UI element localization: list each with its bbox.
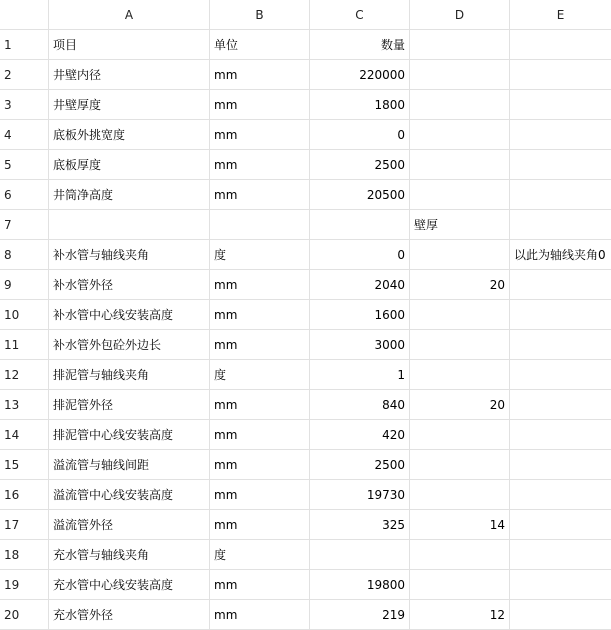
cell-e[interactable] <box>510 120 611 150</box>
cell-c[interactable] <box>310 210 410 240</box>
table-row <box>0 360 611 390</box>
cell-d[interactable]: 壁厚 <box>410 210 510 240</box>
table-row <box>0 180 611 210</box>
table-row <box>0 150 611 180</box>
cell-d[interactable] <box>410 60 510 90</box>
cell-a[interactable]: 排泥管中心线安装高度 <box>49 420 210 450</box>
cell-e[interactable] <box>510 330 611 360</box>
cell-e[interactable]: 以此为轴线夹角0 <box>510 240 611 270</box>
cell-c[interactable]: 1600 <box>310 300 410 330</box>
row-number[interactable]: 6 <box>0 180 49 210</box>
row-number[interactable]: 5 <box>0 150 49 180</box>
cell-a[interactable]: 溢流管与轴线间距 <box>49 450 210 480</box>
table-row <box>0 510 611 540</box>
table-row <box>0 30 611 60</box>
cell-b[interactable] <box>210 210 310 240</box>
cell-b[interactable]: mm <box>210 510 310 540</box>
cell-b[interactable]: mm <box>210 330 310 360</box>
cell-e[interactable] <box>510 510 611 540</box>
column-header-row <box>0 0 611 30</box>
row-number[interactable]: 20 <box>0 600 49 630</box>
cell-a[interactable]: 补水管与轴线夹角 <box>49 240 210 270</box>
column-header-a[interactable]: A <box>49 0 210 30</box>
cell-a[interactable]: 排泥管外径 <box>49 390 210 420</box>
cell-b[interactable]: 度 <box>210 540 310 570</box>
cell-a[interactable] <box>49 210 210 240</box>
cell-c[interactable]: 0 <box>310 120 410 150</box>
cell-d[interactable] <box>410 420 510 450</box>
cell-e[interactable] <box>510 420 611 450</box>
table-row <box>0 450 611 480</box>
row-number[interactable]: 13 <box>0 390 49 420</box>
column-header-b[interactable]: B <box>210 0 310 30</box>
row-number[interactable]: 3 <box>0 90 49 120</box>
row-number[interactable]: 12 <box>0 360 49 390</box>
cell-c[interactable]: 840 <box>310 390 410 420</box>
cell-b[interactable]: mm <box>210 420 310 450</box>
table-row <box>0 120 611 150</box>
cell-d[interactable] <box>410 360 510 390</box>
cell-c[interactable]: 420 <box>310 420 410 450</box>
cell-b[interactable]: mm <box>210 300 310 330</box>
cell-a[interactable]: 井壁厚度 <box>49 90 210 120</box>
cell-e[interactable] <box>510 600 611 630</box>
table-row <box>0 90 611 120</box>
table-row <box>0 300 611 330</box>
row-number[interactable]: 18 <box>0 540 49 570</box>
table-row <box>0 420 611 450</box>
cell-d[interactable] <box>410 180 510 210</box>
cell-c[interactable]: 0 <box>310 240 410 270</box>
row-number[interactable]: 8 <box>0 240 49 270</box>
cell-a[interactable]: 溢流管中心线安装高度 <box>49 480 210 510</box>
cell-d[interactable] <box>410 90 510 120</box>
table-row <box>0 480 611 510</box>
cell-c[interactable]: 1 <box>310 360 410 390</box>
cell-e[interactable] <box>510 540 611 570</box>
column-header-c[interactable]: C <box>310 0 410 30</box>
cell-c[interactable]: 2500 <box>310 150 410 180</box>
cell-d[interactable] <box>410 30 510 60</box>
table-row <box>0 210 611 240</box>
cell-c[interactable]: 3000 <box>310 330 410 360</box>
cell-d[interactable]: 20 <box>410 270 510 300</box>
row-number[interactable]: 16 <box>0 480 49 510</box>
cell-b[interactable]: 度 <box>210 360 310 390</box>
cell-c[interactable]: 219 <box>310 600 410 630</box>
cell-e[interactable] <box>510 360 611 390</box>
row-number[interactable]: 11 <box>0 330 49 360</box>
cell-e[interactable] <box>510 90 611 120</box>
cell-e[interactable] <box>510 450 611 480</box>
corner-cell[interactable] <box>0 0 49 30</box>
row-number[interactable]: 1 <box>0 30 49 60</box>
cell-d[interactable] <box>410 330 510 360</box>
cell-b[interactable]: mm <box>210 90 310 120</box>
row-number[interactable]: 9 <box>0 270 49 300</box>
cell-c[interactable]: 220000 <box>310 60 410 90</box>
cell-c[interactable]: 19800 <box>310 570 410 600</box>
cell-d[interactable]: 12 <box>410 600 510 630</box>
cell-d[interactable] <box>410 570 510 600</box>
cell-b[interactable]: mm <box>210 480 310 510</box>
cell-d[interactable]: 14 <box>410 510 510 540</box>
table-row <box>0 570 611 600</box>
cell-a[interactable]: 补水管中心线安装高度 <box>49 300 210 330</box>
cell-e[interactable] <box>510 150 611 180</box>
cell-e[interactable] <box>510 270 611 300</box>
row-number[interactable]: 2 <box>0 60 49 90</box>
cell-a[interactable]: 底板外挑宽度 <box>49 120 210 150</box>
cell-d[interactable] <box>410 150 510 180</box>
table-row <box>0 390 611 420</box>
cell-a[interactable]: 项目 <box>49 30 210 60</box>
cell-e[interactable] <box>510 30 611 60</box>
cell-b[interactable]: 度 <box>210 240 310 270</box>
cell-b[interactable]: mm <box>210 450 310 480</box>
table-row <box>0 270 611 300</box>
cell-b[interactable]: mm <box>210 390 310 420</box>
cell-b[interactable]: mm <box>210 120 310 150</box>
table-row <box>0 60 611 90</box>
cell-d[interactable] <box>410 300 510 330</box>
cell-a[interactable]: 井壁内径 <box>49 60 210 90</box>
row-number[interactable]: 15 <box>0 450 49 480</box>
row-number[interactable]: 7 <box>0 210 49 240</box>
cell-b[interactable]: 单位 <box>210 30 310 60</box>
cell-e[interactable] <box>510 300 611 330</box>
cell-b[interactable]: mm <box>210 150 310 180</box>
cell-c[interactable] <box>310 540 410 570</box>
column-header-d[interactable]: D <box>410 0 510 30</box>
cell-b[interactable]: mm <box>210 60 310 90</box>
cell-d[interactable]: 20 <box>410 390 510 420</box>
cell-c[interactable]: 1800 <box>310 90 410 120</box>
cell-e[interactable] <box>510 480 611 510</box>
cell-d[interactable] <box>410 480 510 510</box>
cell-a[interactable]: 井筒净高度 <box>49 180 210 210</box>
table-row <box>0 540 611 570</box>
row-number[interactable]: 17 <box>0 510 49 540</box>
cell-b[interactable]: mm <box>210 180 310 210</box>
cell-e[interactable] <box>510 390 611 420</box>
cell-a[interactable]: 充水管中心线安装高度 <box>49 570 210 600</box>
cell-a[interactable]: 补水管外包砼外边长 <box>49 330 210 360</box>
cell-c[interactable]: 2500 <box>310 450 410 480</box>
cell-c[interactable]: 数量 <box>310 30 410 60</box>
column-header-e[interactable]: E <box>510 0 611 30</box>
table-row <box>0 240 611 270</box>
cell-a[interactable]: 充水管与轴线夹角 <box>49 540 210 570</box>
row-number[interactable]: 19 <box>0 570 49 600</box>
cell-d[interactable] <box>410 240 510 270</box>
cell-c[interactable]: 19730 <box>310 480 410 510</box>
cell-b[interactable]: mm <box>210 570 310 600</box>
cell-d[interactable] <box>410 540 510 570</box>
cell-a[interactable]: 底板厚度 <box>49 150 210 180</box>
cell-a[interactable]: 溢流管外径 <box>49 510 210 540</box>
cell-d[interactable] <box>410 120 510 150</box>
table-row <box>0 330 611 360</box>
cell-a[interactable]: 排泥管与轴线夹角 <box>49 360 210 390</box>
row-number[interactable]: 14 <box>0 420 49 450</box>
cell-c[interactable]: 2040 <box>310 270 410 300</box>
row-number[interactable]: 4 <box>0 120 49 150</box>
cell-d[interactable] <box>410 450 510 480</box>
table-row <box>0 600 611 630</box>
cell-a[interactable]: 补水管外径 <box>49 270 210 300</box>
cell-b[interactable]: mm <box>210 270 310 300</box>
row-number[interactable]: 10 <box>0 300 49 330</box>
cell-b[interactable]: mm <box>210 600 310 630</box>
cell-e[interactable] <box>510 60 611 90</box>
cell-c[interactable]: 325 <box>310 510 410 540</box>
cell-e[interactable] <box>510 570 611 600</box>
cell-e[interactable] <box>510 180 611 210</box>
cell-c[interactable]: 20500 <box>310 180 410 210</box>
cell-a[interactable]: 充水管外径 <box>49 600 210 630</box>
cell-e[interactable] <box>510 210 611 240</box>
